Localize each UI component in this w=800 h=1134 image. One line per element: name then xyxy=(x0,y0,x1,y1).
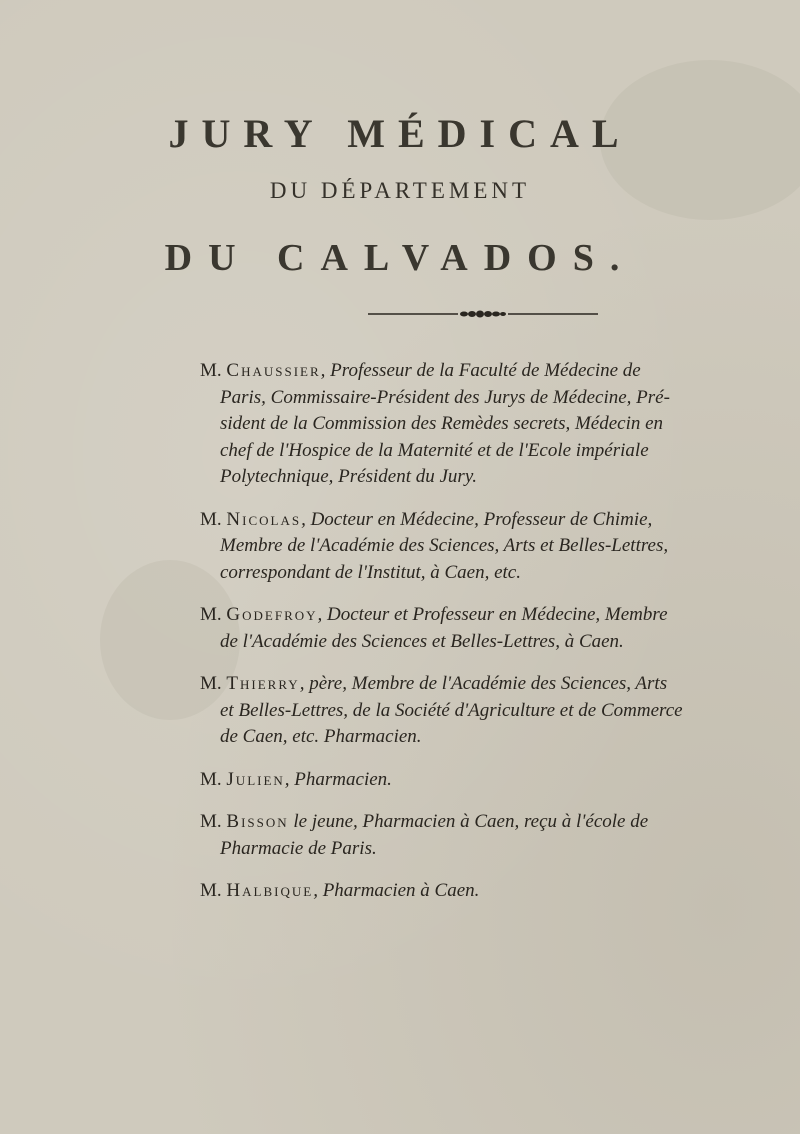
member-title: , Pharmacien. xyxy=(284,768,392,790)
member-name: Julien xyxy=(226,768,285,790)
member-title-line: et Belles-Lettres, de la Société d'Agriculture et de Commerce xyxy=(220,699,683,721)
title-calvados: DU CALVADOS. xyxy=(164,237,636,279)
member-prefix: M. xyxy=(200,768,222,790)
list-item xyxy=(200,878,775,905)
member-title-line: Pharmacie de Paris. xyxy=(220,837,377,859)
list-item xyxy=(200,358,775,491)
member-name: Bisson xyxy=(226,811,289,832)
member-name: Nicolas xyxy=(226,508,302,530)
member-title-line: sident de la Commission des Remèdes secrets, Médecin en xyxy=(220,413,664,434)
member-prefix: M. xyxy=(200,673,222,694)
member-title-line: de Caen, etc. Pharmacien. xyxy=(220,726,422,747)
member-title-line: Polytechnique, Président du Jury. xyxy=(220,466,477,487)
member-title: , Docteur en Médecine, Professeur de Chimie, xyxy=(301,508,653,530)
list-item xyxy=(200,809,775,862)
member-name: Chaussier xyxy=(226,360,321,381)
member-prefix: M. xyxy=(200,508,222,530)
list-item xyxy=(200,602,775,655)
member-prefix: M. xyxy=(200,811,222,832)
list-item xyxy=(200,507,775,587)
title-departement: DU DÉPARTEMENT xyxy=(269,178,531,203)
member-title-line: chef de l'Hospice de la Maternité et de l'Ecole impériale xyxy=(220,439,649,461)
member-prefix: M. xyxy=(200,360,222,381)
jury-member-list xyxy=(200,358,775,921)
list-item xyxy=(200,767,775,794)
member-prefix: M. xyxy=(200,604,222,625)
member-title-line: Membre de l'Académie des Sciences, Arts et Belles-Lettres, xyxy=(220,535,669,556)
member-name: Godefroy xyxy=(226,604,318,625)
member-prefix: M. xyxy=(200,880,222,901)
member-title-line: de l'Académie des Sciences et Belles-Lettres, à Caen. xyxy=(220,630,624,652)
member-name: Thierry xyxy=(226,673,300,694)
member-title: , Professeur de la Faculté de Médecine de xyxy=(320,360,641,381)
ornamental-rule xyxy=(368,310,598,318)
member-title: le jeune, Pharmacien à Caen, reçu à l'école de xyxy=(288,811,649,832)
member-title-line: correspondant de l'Institut, à Caen, etc. xyxy=(220,561,521,583)
member-title: , Pharmacien à Caen. xyxy=(313,880,480,901)
list-item xyxy=(200,671,775,751)
member-title: , Docteur et Professeur en Médecine, Membre xyxy=(317,604,668,625)
member-title-line: Paris, Commissaire-Président des Jurys de Médecine, Pré- xyxy=(220,386,670,408)
member-name: Halbique xyxy=(226,880,314,901)
title-jury-medical: JURY MÉDICAL xyxy=(168,111,632,156)
member-title: , père, Membre de l'Académie des Sciences, Arts xyxy=(299,673,668,694)
